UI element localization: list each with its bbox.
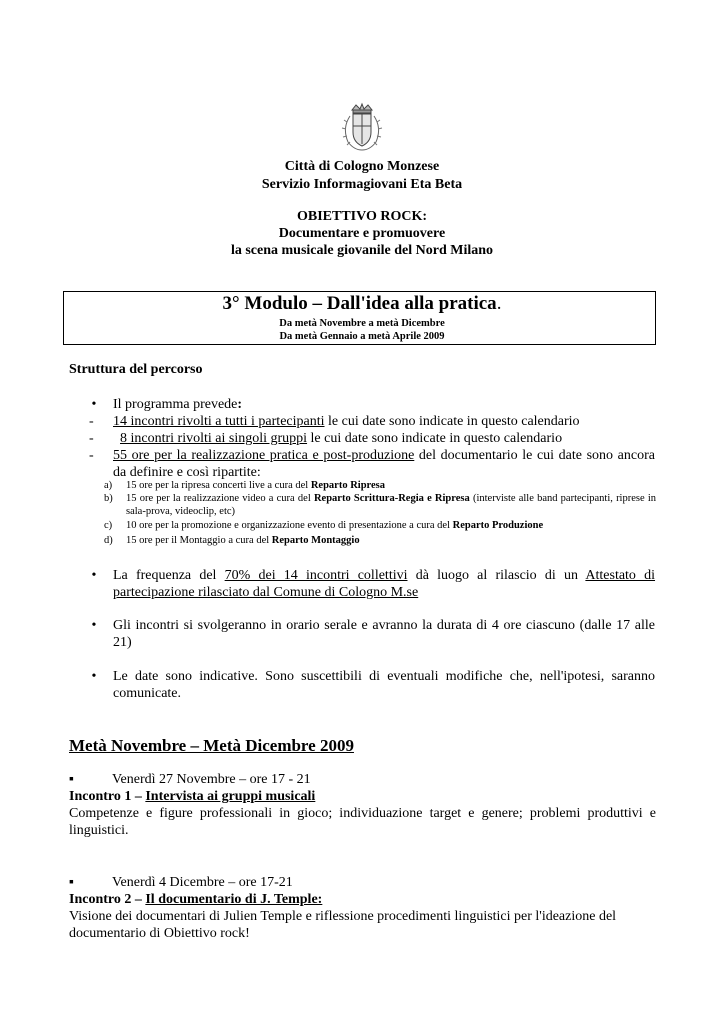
sub-item-b-text: 15 ore per la realizzazione video a cura del [126, 493, 314, 504]
meeting-1-title[interactable]: Intervista ai gruppi musicali [145, 789, 316, 804]
meeting-2-label: Incontro 2 – [69, 892, 146, 907]
dash-marker: - [89, 414, 94, 429]
module-period-1: Da metà Novembre a metà Dicembre [279, 318, 445, 329]
project-subtitle-1: Documentare e promuovere [278, 226, 446, 241]
city-emblem-icon [338, 102, 386, 154]
square-bullet-icon: ▪ [69, 772, 74, 787]
sub-item-a-bold: Reparto Ripresa [310, 480, 385, 491]
program-item-3 [113, 447, 655, 481]
program-item-1-link[interactable]: 14 incontri rivolti a tutti i partecipanti [113, 414, 325, 429]
meeting-2-heading [69, 891, 322, 908]
square-bullet-icon: ▪ [69, 875, 74, 890]
meeting-2-title[interactable]: Il documentario di J. Temple: [145, 892, 323, 907]
frequency-note-link[interactable]: 70% dei 14 incontri collettivi [224, 568, 408, 583]
program-item-2-link[interactable]: 8 incontri rivolti ai singoli gruppi [120, 431, 308, 446]
program-item-1-rest: le cui date sono indicate in questo calendario [324, 414, 580, 429]
bullet-icon: • [91, 397, 97, 412]
module-title: 3° Modulo – Dall'idea alla pratica [222, 293, 497, 314]
service-name: Servizio Informagiovani Eta Beta [261, 177, 463, 192]
project-title: OBIETTIVO ROCK: [296, 209, 428, 224]
sub-d-marker: d) [104, 535, 113, 546]
module-title-line [0, 293, 724, 315]
program-item-2 [113, 430, 655, 447]
schedule-note: Gli incontri si svolgeranno in orario serale e avranno la durata di 4 ore ciascuno (dalle 17 alle 21) [113, 618, 655, 650]
sub-b-marker: b) [104, 493, 113, 504]
sub-item-b-rest: (interviste alle band partecipanti, riprese in sala-prova, videoclip, etc) [126, 493, 656, 517]
meeting-1-heading [69, 788, 315, 805]
dates-note: Le date sono indicative. Sono suscettibili di eventuali modifiche che, nell'ipotesi, saranno comunicate. [113, 669, 655, 701]
sub-item-b-bold: Reparto Scrittura-Regia e Ripresa [313, 493, 470, 504]
frequency-note [113, 567, 655, 601]
sub-item-a [126, 479, 385, 492]
module-title-dot: . [496, 293, 502, 314]
bullet-icon: • [91, 669, 97, 684]
sub-item-b [126, 492, 656, 518]
meeting-1-label: Incontro 1 – [69, 789, 146, 804]
meeting-2-date: Venerdì 4 Dicembre – ore 17-21 [112, 875, 293, 890]
org-name: Città di Cologno Monzese [284, 159, 440, 174]
structure-heading: Struttura del percorso [69, 362, 203, 377]
program-intro-text: Il programma prevede [113, 397, 238, 412]
dash-marker: - [89, 448, 94, 463]
module-period-2: Da metà Gennaio a metà Aprile 2009 [279, 331, 445, 342]
dash-marker: - [89, 431, 94, 446]
meeting-1-date: Venerdì 27 Novembre – ore 17 - 21 [112, 772, 311, 787]
sub-item-c-text: 10 ore per la promozione e organizzazione evento di presentazione a cura del [126, 520, 453, 531]
sub-item-d-text: 15 ore per il Montaggio a cura del [126, 535, 272, 546]
sub-item-c-bold: Reparto Produzione [452, 520, 544, 531]
program-item-1 [113, 413, 655, 430]
section-title: Metà Novembre – Metà Dicembre 2009 [69, 736, 354, 755]
sub-item-c [126, 519, 543, 532]
sub-item-a-text: 15 ore per la ripresa concerti live a cura del [126, 480, 311, 491]
certificate-link[interactable]: Attestato di partecipazione rilasciato dal Comune di Cologno M.se [113, 568, 656, 600]
frequency-note-pre: La frequenza del [113, 568, 225, 583]
sub-c-marker: c) [104, 520, 113, 531]
program-intro [113, 396, 242, 413]
program-item-3-link[interactable]: 55 ore per la realizzazione pratica e post-produzione [113, 448, 415, 463]
meeting-2-description: Visione dei documentari di Julien Temple e riflessione procedimenti linguistici per l'ideazione del documentario di Obiettivo rock! [69, 909, 617, 941]
sub-item-d-bold: Reparto Montaggio [271, 535, 360, 546]
bullet-icon: • [91, 618, 97, 633]
frequency-note-mid: dà luogo al rilascio di un [407, 568, 586, 583]
bullet-icon: • [91, 568, 97, 583]
sub-item-d [126, 534, 360, 547]
project-subtitle-2: la scena musicale giovanile del Nord Milano [230, 243, 494, 258]
sub-a-marker: a) [104, 480, 113, 491]
meeting-1-description: Competenze e figure professionali in gioco; individuazione target e genere; problemi produttivi e linguistici. [69, 806, 656, 838]
program-item-2-rest: le cui date sono indicate in questo calendario [307, 431, 563, 446]
program-intro-colon: : [237, 397, 243, 412]
program-item-3-rest: del documentario le cui date sono ancora da definire e così ripartite: [113, 448, 655, 480]
